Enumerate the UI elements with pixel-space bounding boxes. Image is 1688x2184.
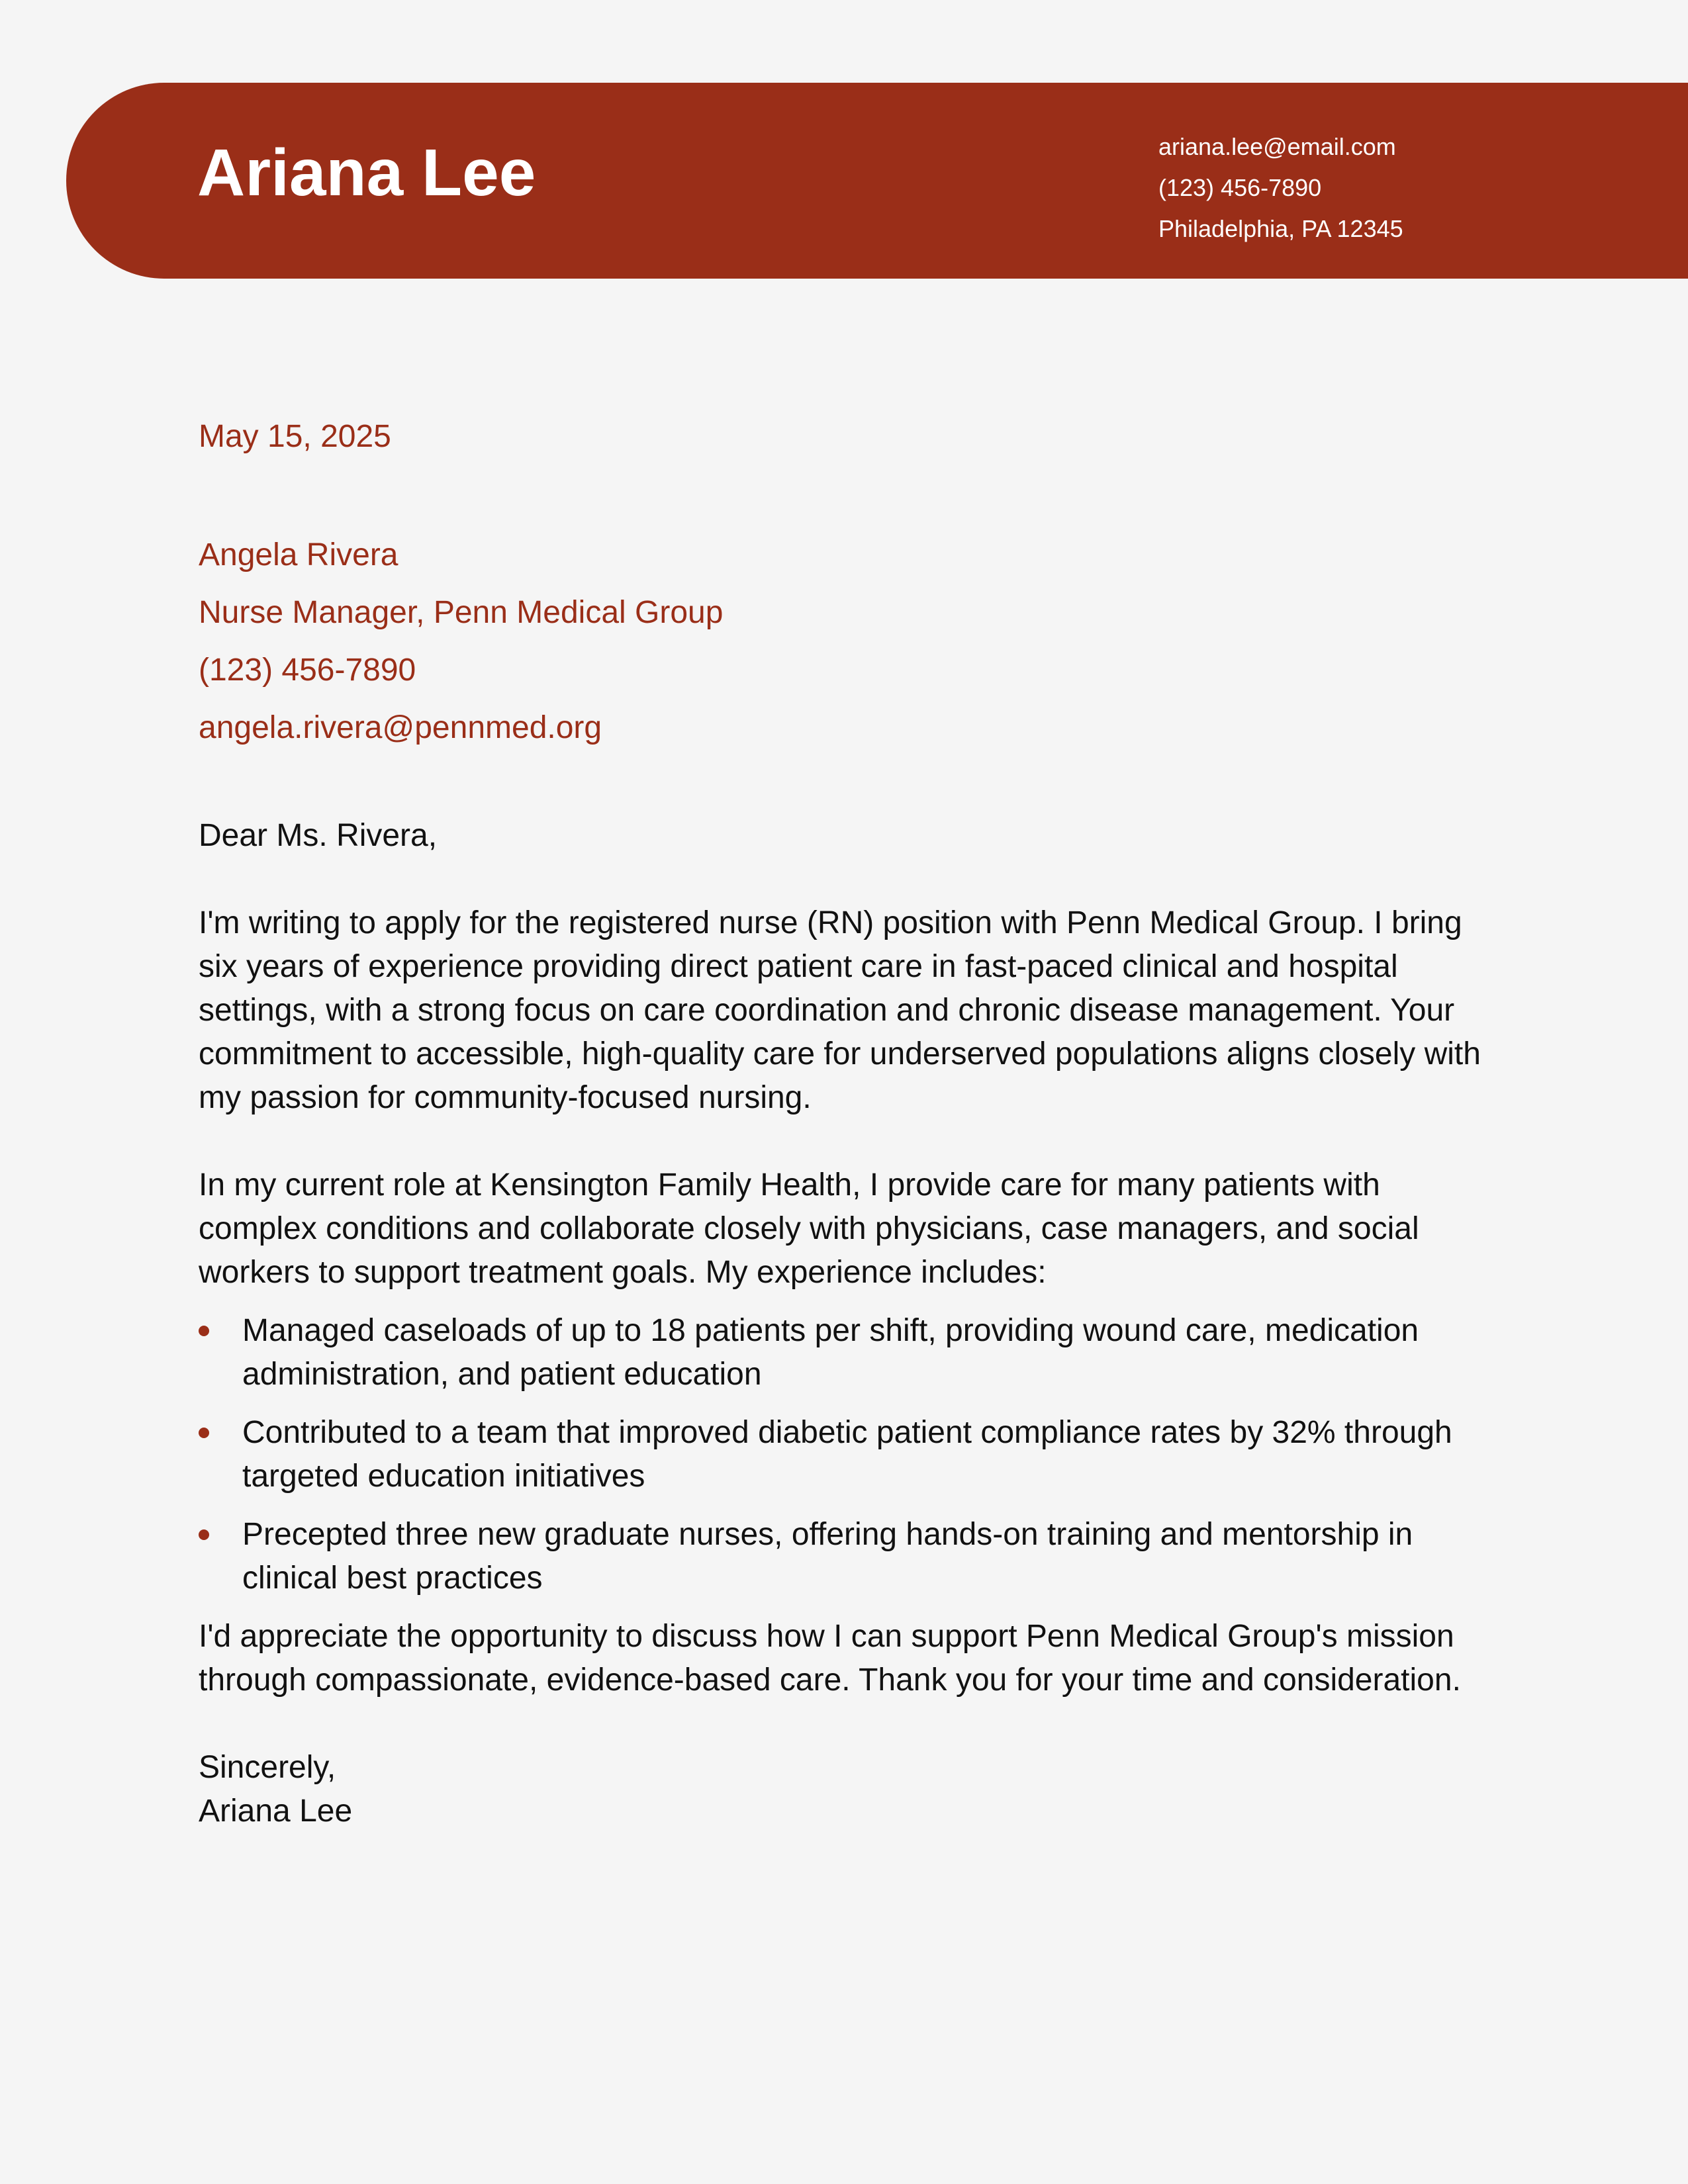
applicant-contact [1158,126,1403,250]
experience-list [199,1309,1496,1600]
list-item [199,1309,1496,1396]
list-item-text: Contributed to a team that improved diabetic patient compliance rates by 32% through targeted education initiatives [242,1415,1452,1494]
applicant-email: ariana.lee@email.com [1158,133,1396,160]
list-item-text: Precepted three new graduate nurses, offering hands-on training and mentorship in clinical best practices [242,1517,1413,1596]
list-item [199,1411,1496,1498]
recipient-block [199,526,723,756]
applicant-name: Ariana Lee [197,136,536,210]
bullet-dot-icon [199,1529,209,1540]
bullet-dot-icon [199,1428,209,1438]
salutation: Dear Ms. Rivera, [199,818,438,853]
letter-body [199,814,1496,1833]
paragraph-experience: In my current role at Kensington Family Health, I provide care for many patients with complex conditions and collaborate closely with physicians, case managers, and social workers to support treatment goals. My experience includes: [199,1167,1419,1290]
letter-date: May 15, 2025 [199,419,391,454]
applicant-location: Philadelphia, PA 12345 [1158,215,1403,242]
paragraph-intro: I'm writing to apply for the registered nurse (RN) position with Penn Medical Group. I bring six years of experience providing direct patient care in fast-paced clinical and hospital settings, with a strong focus on care coordination and chronic disease management. Your commitment to accessible, high-quality care for underserved populations aligns closely with my passion for community-focused nursing. [199,905,1481,1115]
recipient-email: angela.rivera@pennmed.org [199,710,602,745]
applicant-phone: (123) 456-7890 [1158,174,1322,201]
signature-name: Ariana Lee [199,1794,353,1829]
recipient-name: Angela Rivera [199,537,399,572]
header-banner [66,83,1688,279]
bullet-dot-icon [199,1326,209,1336]
paragraph-closing: I'd appreciate the opportunity to discuss how I can support Penn Medical Group's mission through compassionate, evidence-based care. Thank you for your time and consideration. [199,1619,1461,1698]
sign-off: Sincerely, [199,1750,336,1785]
list-item [199,1513,1496,1600]
list-item-text: Managed caseloads of up to 18 patients per shift, providing wound care, medication administration, and patient education [242,1313,1419,1392]
recipient-title: Nurse Manager, Penn Medical Group [199,595,724,630]
recipient-phone: (123) 456-7890 [199,653,416,688]
